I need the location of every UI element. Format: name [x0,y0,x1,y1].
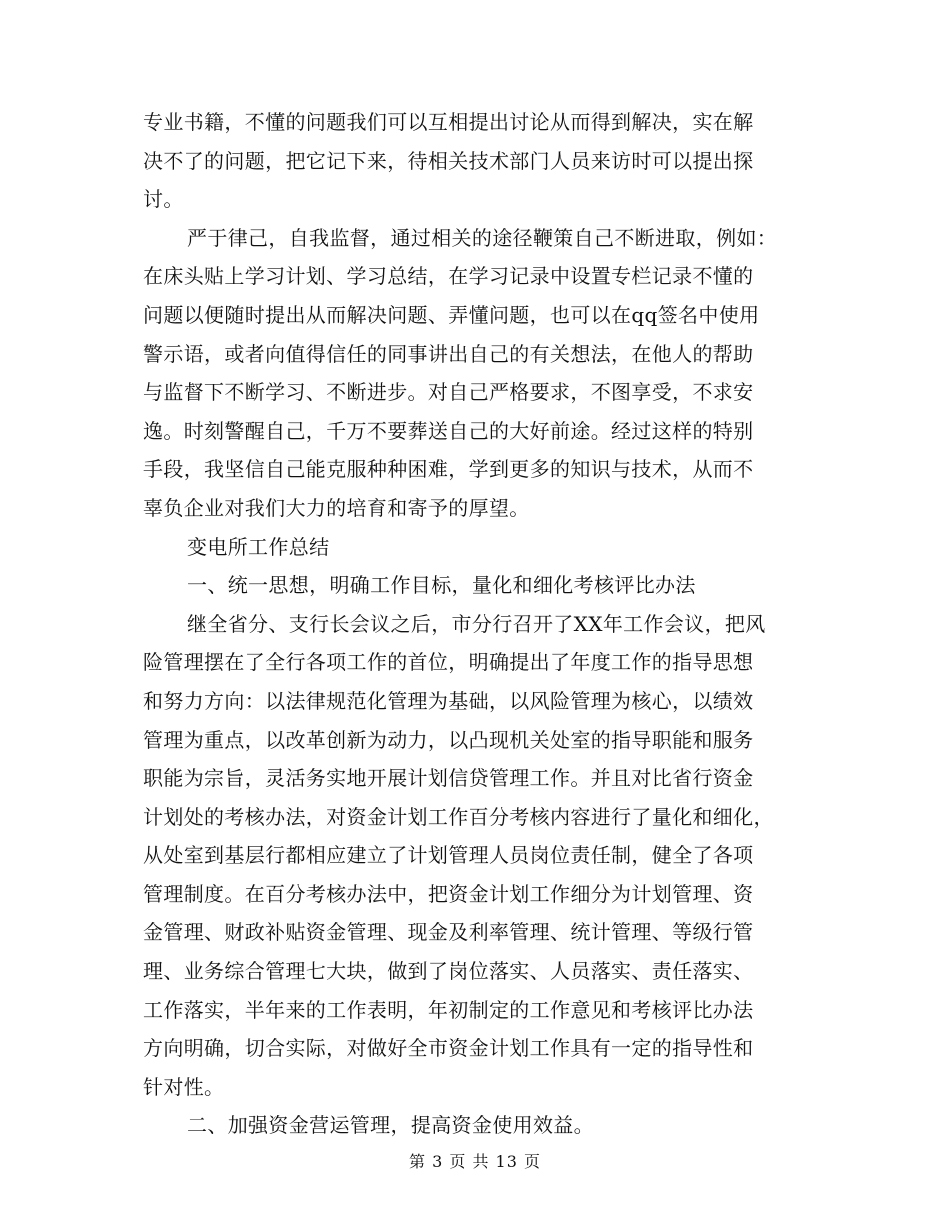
text-line: 问题以便随时提出从而解决问题、弄懂问题，也可以在qq签名中使用 [143,302,760,327]
text-line: 专业书籍，不懂的问题我们可以互相提出讨论从而得到解决，实在解 [143,110,754,134]
text-line: 职能为宗旨，灵活务实地开展计划信贷管理工作。并且对比省行资金 [143,766,754,791]
document-body [143,103,807,1145]
text-line: 手段，我坚信自己能克服种种困难，学到更多的知识与技术，从而不 [143,457,754,482]
text-line: 一、统一思想，明确工作目标，量化和细化考核评比办法 [187,573,696,598]
text-line: 计划处的考核办法，对资金计划工作百分考核内容进行了量化和细化， [143,804,774,829]
text-line: 从处室到基层行都相应建立了计划管理人员岗位责任制，健全了各项 [143,843,754,868]
page-footer: 第 3 页 共 13 页 [409,1152,541,1171]
text-line: 警示语，或者向值得信任的同事讲出自己的有关想法，在他人的帮助 [143,341,754,366]
text-line: 讨。 [143,187,184,212]
text-line: 逸。时刻警醒自己，千万不要葬送自己的大好前途。经过这样的特别 [143,418,754,443]
text-line: 严于律己，自我监督，通过相关的途径鞭策自己不断进取，例如： [187,225,778,250]
text-line: 针对性。 [143,1074,225,1099]
text-line: 辜负企业对我们大力的培育和寄予的厚望。 [143,495,530,520]
text-line: 和努力方向：以法律规范化管理为基础，以风险管理为核心，以绩效 [143,688,754,713]
text-line: 与监督下不断学习、不断进步。对自己严格要求，不图享受，不求安 [143,380,754,405]
text-line: 继全省分、支行长会议之后，市分行召开了XX年工作会议，把风 [187,611,766,636]
text-line: 险管理摆在了全行各项工作的首位，明确提出了年度工作的指导思想 [143,650,754,675]
text-line: 理、业务综合管理七大块，做到了岗位落实、人员落实、责任落实、 [143,959,754,984]
text-line: 决不了的问题，把它记下来，待相关技术部门人员来访时可以提出探 [143,148,754,173]
text-line: 在床头贴上学习计划、学习总结，在学习记录中设置专栏记录不懂的 [143,264,754,289]
text-line: 方向明确，切合实际，对做好全市资金计划工作具有一定的指导性和 [143,1036,754,1061]
text-line: 变电所工作总结 [187,534,330,559]
text-line: 管理为重点，以改革创新为动力，以凸现机关处室的指导职能和服务 [143,727,754,752]
text-line: 金管理、财政补贴资金管理、现金及利率管理、统计管理、等级行管 [143,920,754,945]
text-line: 管理制度。在百分考核办法中，把资金计划工作细分为计划管理、资 [143,881,754,906]
text-line: 二、加强资金营运管理，提高资金使用效益。 [187,1113,594,1138]
text-line: 工作落实，半年来的工作表明，年初制定的工作意见和考核评比办法 [143,997,754,1022]
